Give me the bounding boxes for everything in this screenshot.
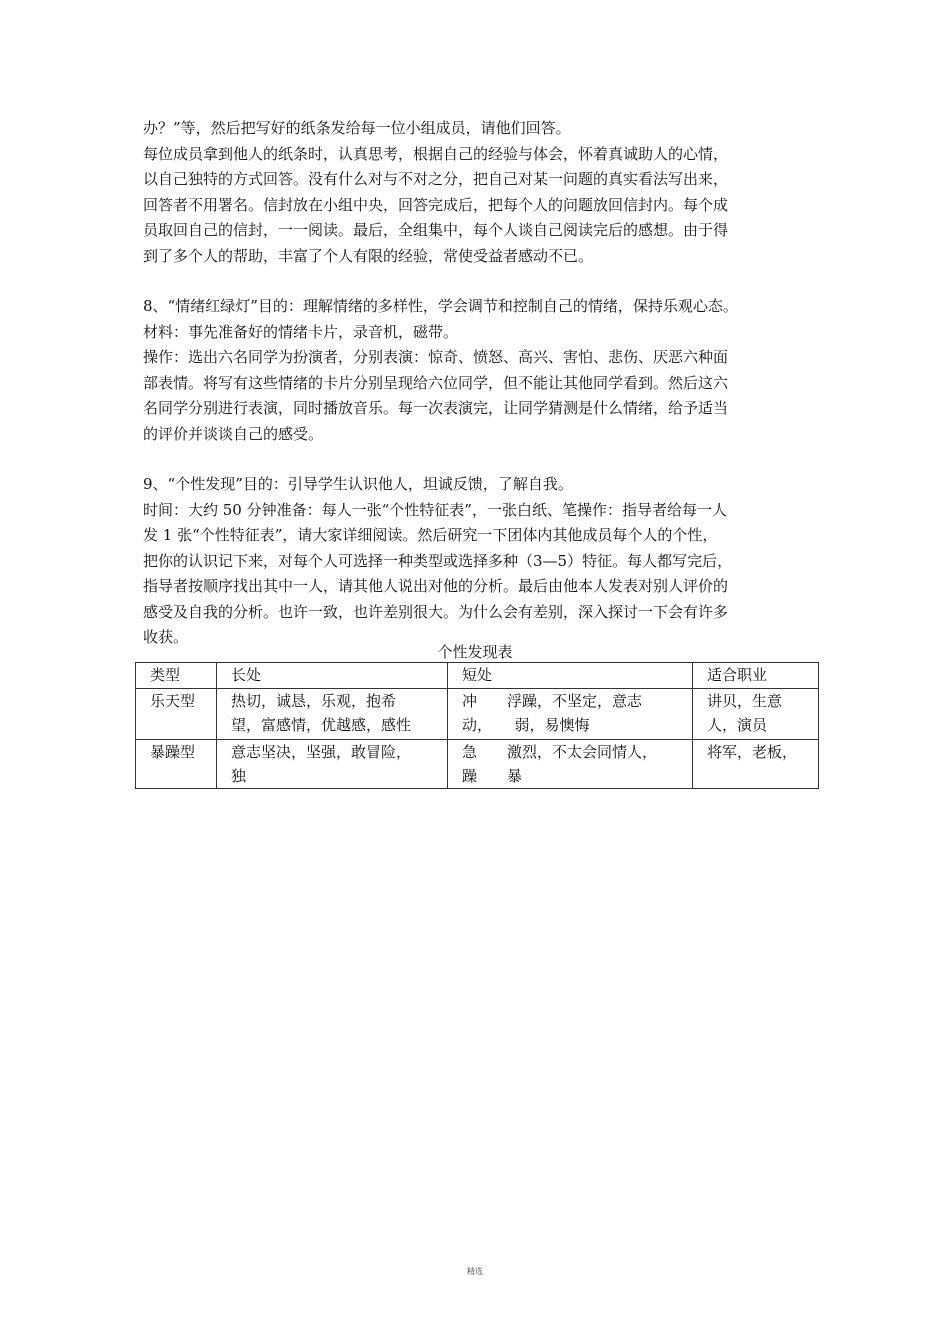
personality-table — [135, 662, 819, 789]
cell-type: 乐天型 — [136, 689, 217, 740]
cell-strengths: 意志坚决，坚强，敢冒险， 独 — [217, 740, 448, 789]
cell-weaknesses: 冲 浮躁，不坚定，意志 动， 弱，易懊悔 — [448, 689, 693, 740]
paragraph-spacer — [143, 447, 833, 472]
header-type: 类型 — [136, 663, 217, 689]
document-body — [143, 116, 833, 651]
header-strengths: 长处 — [217, 663, 448, 689]
cell-weaknesses: 急 激烈，不太会同情人， 躁 暴 — [448, 740, 693, 789]
table-header-row — [136, 663, 819, 689]
table-row — [136, 740, 819, 789]
cell-career: 讲贝，生意 人，演员 — [693, 689, 819, 740]
cell-strengths: 热切，诚恳，乐观，抱希 望，富感情，优越感，感性 — [217, 689, 448, 740]
header-suitable-career: 适合职业 — [693, 663, 819, 689]
paragraph-letter-exchange: 办？”等，然后把写好的纸条发给每一位小组成员，请他们回答。 每位成员拿到他人的纸条时，认真思考，根据自己的经验与体会，怀着真诚助人的心情， 以自己独特的方式回答。没有什么对与不对之分，把自己对某一问题的真实看法写出来， 回答者不用署名。信封放在小组中央，回答完成后，把每个人的问题放回信封内。每个成 员取回自己的信封，一一阅读。最后，全组集中，每个人谈自己阅读完后的感想。由于得 到了多个人的帮助，丰富了个人有限的经验，常使受益者感动不已。 — [143, 119, 729, 265]
paragraph-spacer — [143, 269, 833, 294]
header-weaknesses: 短处 — [448, 663, 693, 689]
page-footer: 精选 — [467, 1267, 483, 1276]
table-caption: 个性发现表 — [437, 643, 513, 661]
paragraph-personality-discovery: 9、“个性发现”目的：引导学生认识他人，坦诚反馈，了解自我。 时间：大约 50 分钟准备：每人一张“个性特征表”，一张白纸、笔操作：指导者给每一人 发 1 张“个性特征表”，请大家详细阅读。然后研究一下团体内其他成员每个人的个性， 把你的认识记下来，对每个人可选择一种类型或选择多种（3—5）特征。每人都写完后， 指导者按顺序找出其中一人，请其他人说出对他的分析。最后由他本人发表对别人评价的 感受及自我的分析。也许一致，也许差别很大。为什么会有差别，深入探讨一下会有许多 收获。 — [143, 475, 733, 646]
paragraph-emotion-traffic-light: 8、“情绪红绿灯”目的：理解情绪的多样性，学会调节和控制自己的情绪，保持乐观心态。 材料：事先准备好的情绪卡片，录音机，磁带。 操作：选出六名同学为扮演者，分别表演：惊奇、愤怒、高兴、害怕、悲伤、厌恶六种面 部表情。将写有这些情绪的卡片分别呈现给六位同学，但不能让其他同学看到。然后这六 名同学分别进行表演，同时播放音乐。每一次表演完，让同学猜测是什么情绪，给予适当 的评价并谈谈自己的感受。 — [143, 297, 738, 443]
cell-type: 暴躁型 — [136, 740, 217, 789]
table-row — [136, 689, 819, 740]
cell-career: 将军，老板， — [693, 740, 819, 789]
